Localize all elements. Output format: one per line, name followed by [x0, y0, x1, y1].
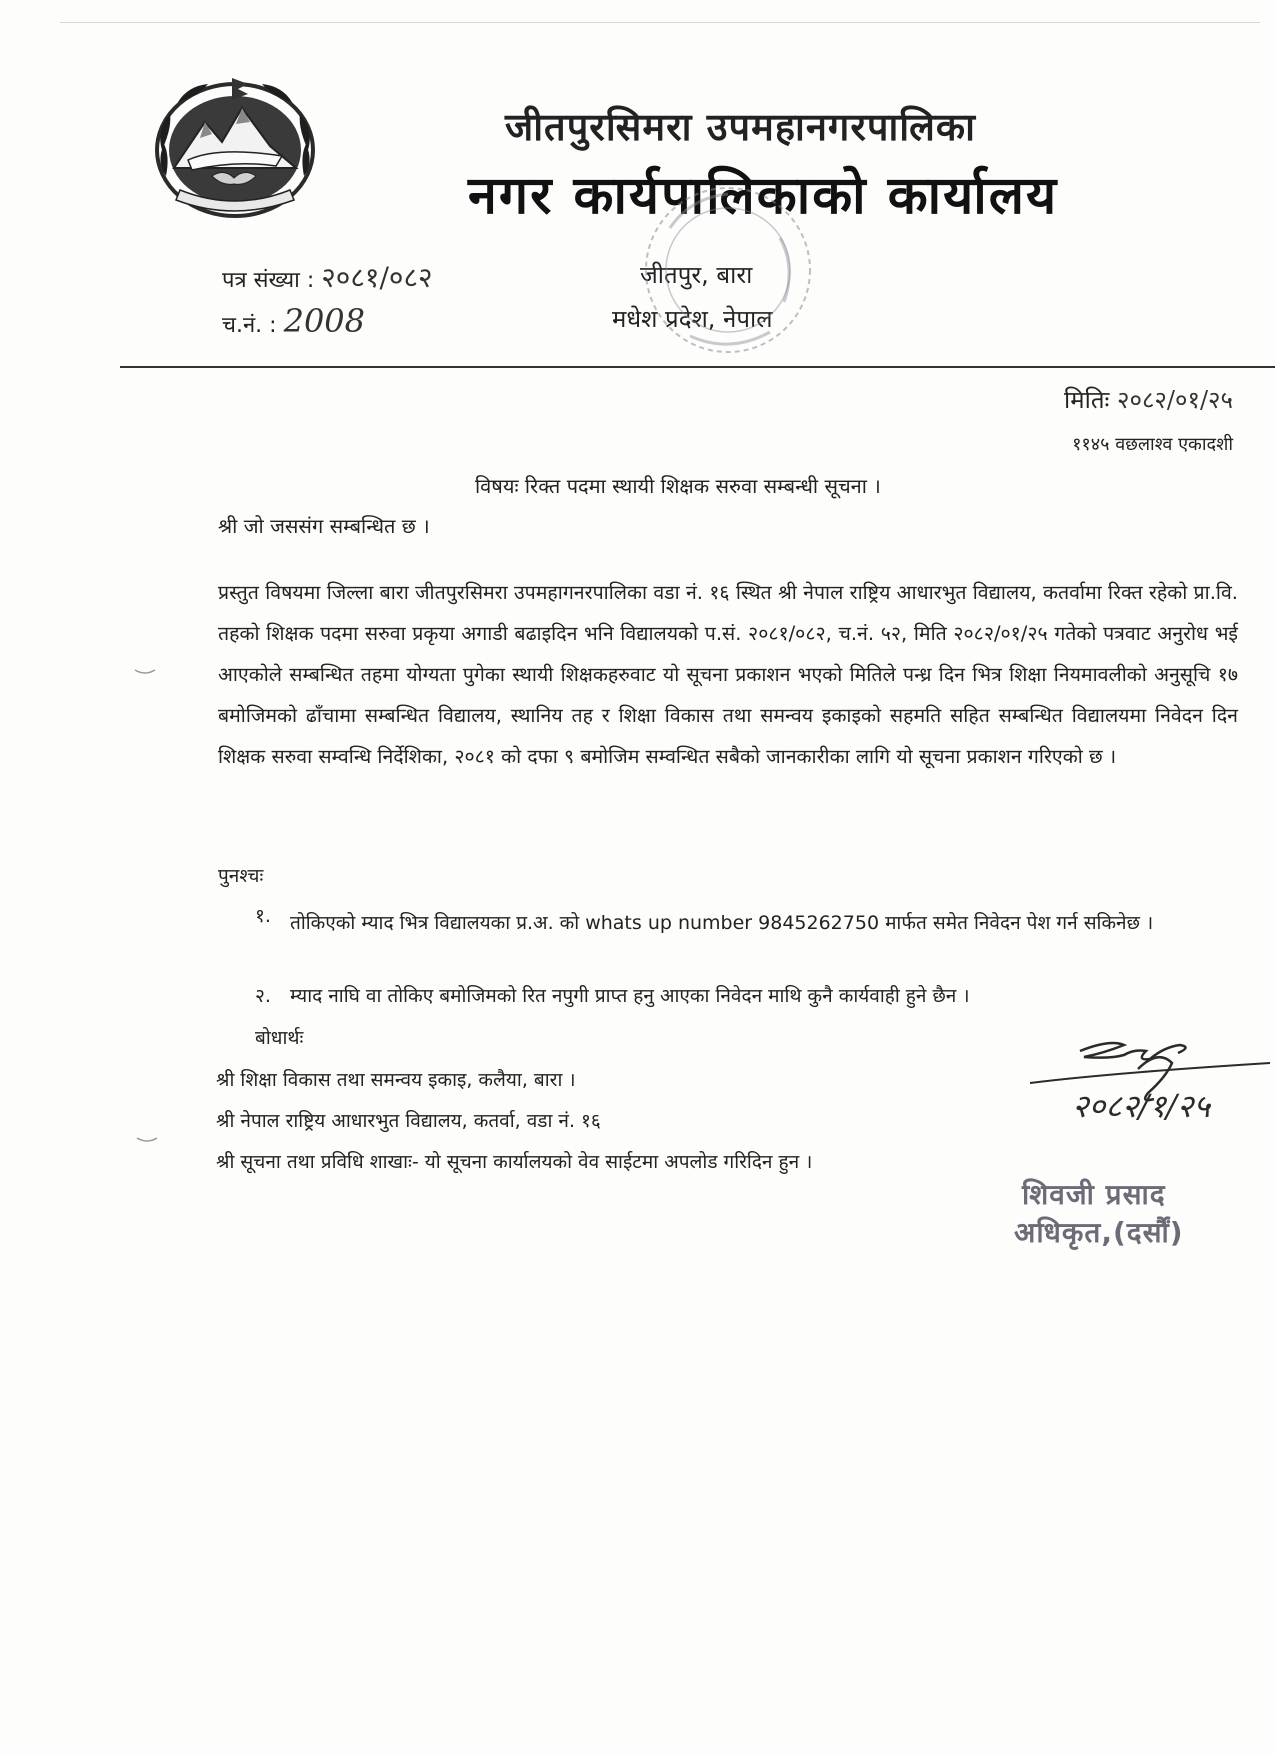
postscript-item-number: १. [255, 905, 271, 927]
body-paragraph: प्रस्तुत विषयमा जिल्ला बारा जीतपुरसिमरा उपमहागनरपालिका वडा नं. १६ स्थित श्री नेपाल राष्ट्रिय आधारभुत विद्यालय, कतर्वामा रिक्त रहेको प्रा.वि. तहको शिक्षक पदमा सरुवा प्रकृया अगाडी बढाइदिन भनि विद्यालयको प.सं. २०८१/०८२, च.नं. ५२, मिति २०८२/०१/२५ गतेको पत्रवाट अनुरोध भई आएकोले सम्बन्धित तहमा योग्यता पुगेका स्थायी शिक्षकहरुवाट यो सूचना प्रकाशन भएको मितिले पन्ध्र दिन भित्र शिक्षा नियमावलीको अनुसूचि १७ बमोजिमको ढाँचामा सम्बन्धित विद्यालय, स्थानिय तह र शिक्षा विकास तथा समन्वय इकाइको सहमति सहित सम्बन्धित विद्यालयमा निवेदन दिन शिक्षक सरुवा सम्वन्धि निर्देशिका, २०८१ को दफा ९ बमोजिम सम्वन्धित सबैको जानकारीका लागि यो सूचना प्रकाशन गरिएको छ । [218, 581, 1238, 768]
address-line-1: जीतपुर, बारा [640, 261, 753, 289]
cc-label: बोधार्थः [255, 1027, 304, 1049]
signatory-name-stamp: शिवजी प्रसाद [1022, 1178, 1166, 1211]
dispatch-number-label: च.नं. : [222, 313, 277, 338]
date-label: मितिः [1064, 386, 1110, 414]
office-name: नगर कार्यपालिकाको कार्यालय [468, 166, 1059, 226]
reference-number-value: २०८१/०८२ [321, 261, 433, 294]
postscript-item-number: २. [255, 985, 271, 1007]
org-name: जीतपुरसिमरा उपमहानगरपालिका [505, 105, 976, 149]
reference-number-row [222, 258, 433, 296]
dispatch-number-value: 2008 [283, 302, 366, 340]
salutation: श्री जो जससंग सम्बन्धित छ । [218, 514, 430, 538]
header-divider [120, 366, 1275, 368]
dispatch-number-row [222, 302, 365, 340]
postscript-item-text: म्याद नाघि वा तोकिए बमोजिमको रित नपुगी प्राप्त हनु आएका निवेदन माथि कुनै कार्यवाही हुने छैन । [290, 985, 970, 1007]
signature-date: २०८२/१/२५ [1072, 1087, 1211, 1125]
scan-margin-mark [134, 668, 156, 676]
date-value: २०८२/०१/२५ [1116, 386, 1233, 414]
office-seal-stamp [610, 168, 840, 368]
signatory-title-stamp: अधिकृत,(दर्सौं) [1014, 1216, 1184, 1249]
lunar-date: ११४५ वछलाश्व एकादशी [1072, 434, 1233, 455]
nepal-emblem-logo [150, 72, 320, 222]
cc-recipient: श्री शिक्षा विकास तथा समन्वय इकाइ, कलैया, बारा । [216, 1069, 576, 1091]
postscript-label: पुनश्चः [218, 865, 264, 887]
postscript-item-text: तोकिएको म्याद भित्र विद्यालयका प्र.अ. को whats up number 9845262750 मार्फत समेत निवेदन पेश गर्न सकिनेछ । [290, 912, 1154, 934]
date-row [1064, 383, 1233, 416]
handwritten-signature [1020, 1025, 1275, 1135]
scan-edge-line [60, 22, 1260, 23]
cc-recipient: श्री नेपाल राष्ट्रिय आधारभुत विद्यालय, कतर्वा, वडा नं. १६ [216, 1110, 601, 1132]
scan-margin-mark [136, 1136, 158, 1144]
address-line-2: मधेश प्रदेश, नेपाल [612, 305, 773, 333]
cc-recipient: श्री सूचना तथा प्रविधि शाखाः- यो सूचना कार्यालयको वेव साईटमा अपलोड गरिदिन हुन । [216, 1151, 813, 1173]
reference-number-label: पत्र संख्या : [222, 268, 315, 293]
subject-line: विषयः रिक्त पदमा स्थायी शिक्षक सरुवा सम्बन्धी सूचना । [475, 474, 881, 498]
